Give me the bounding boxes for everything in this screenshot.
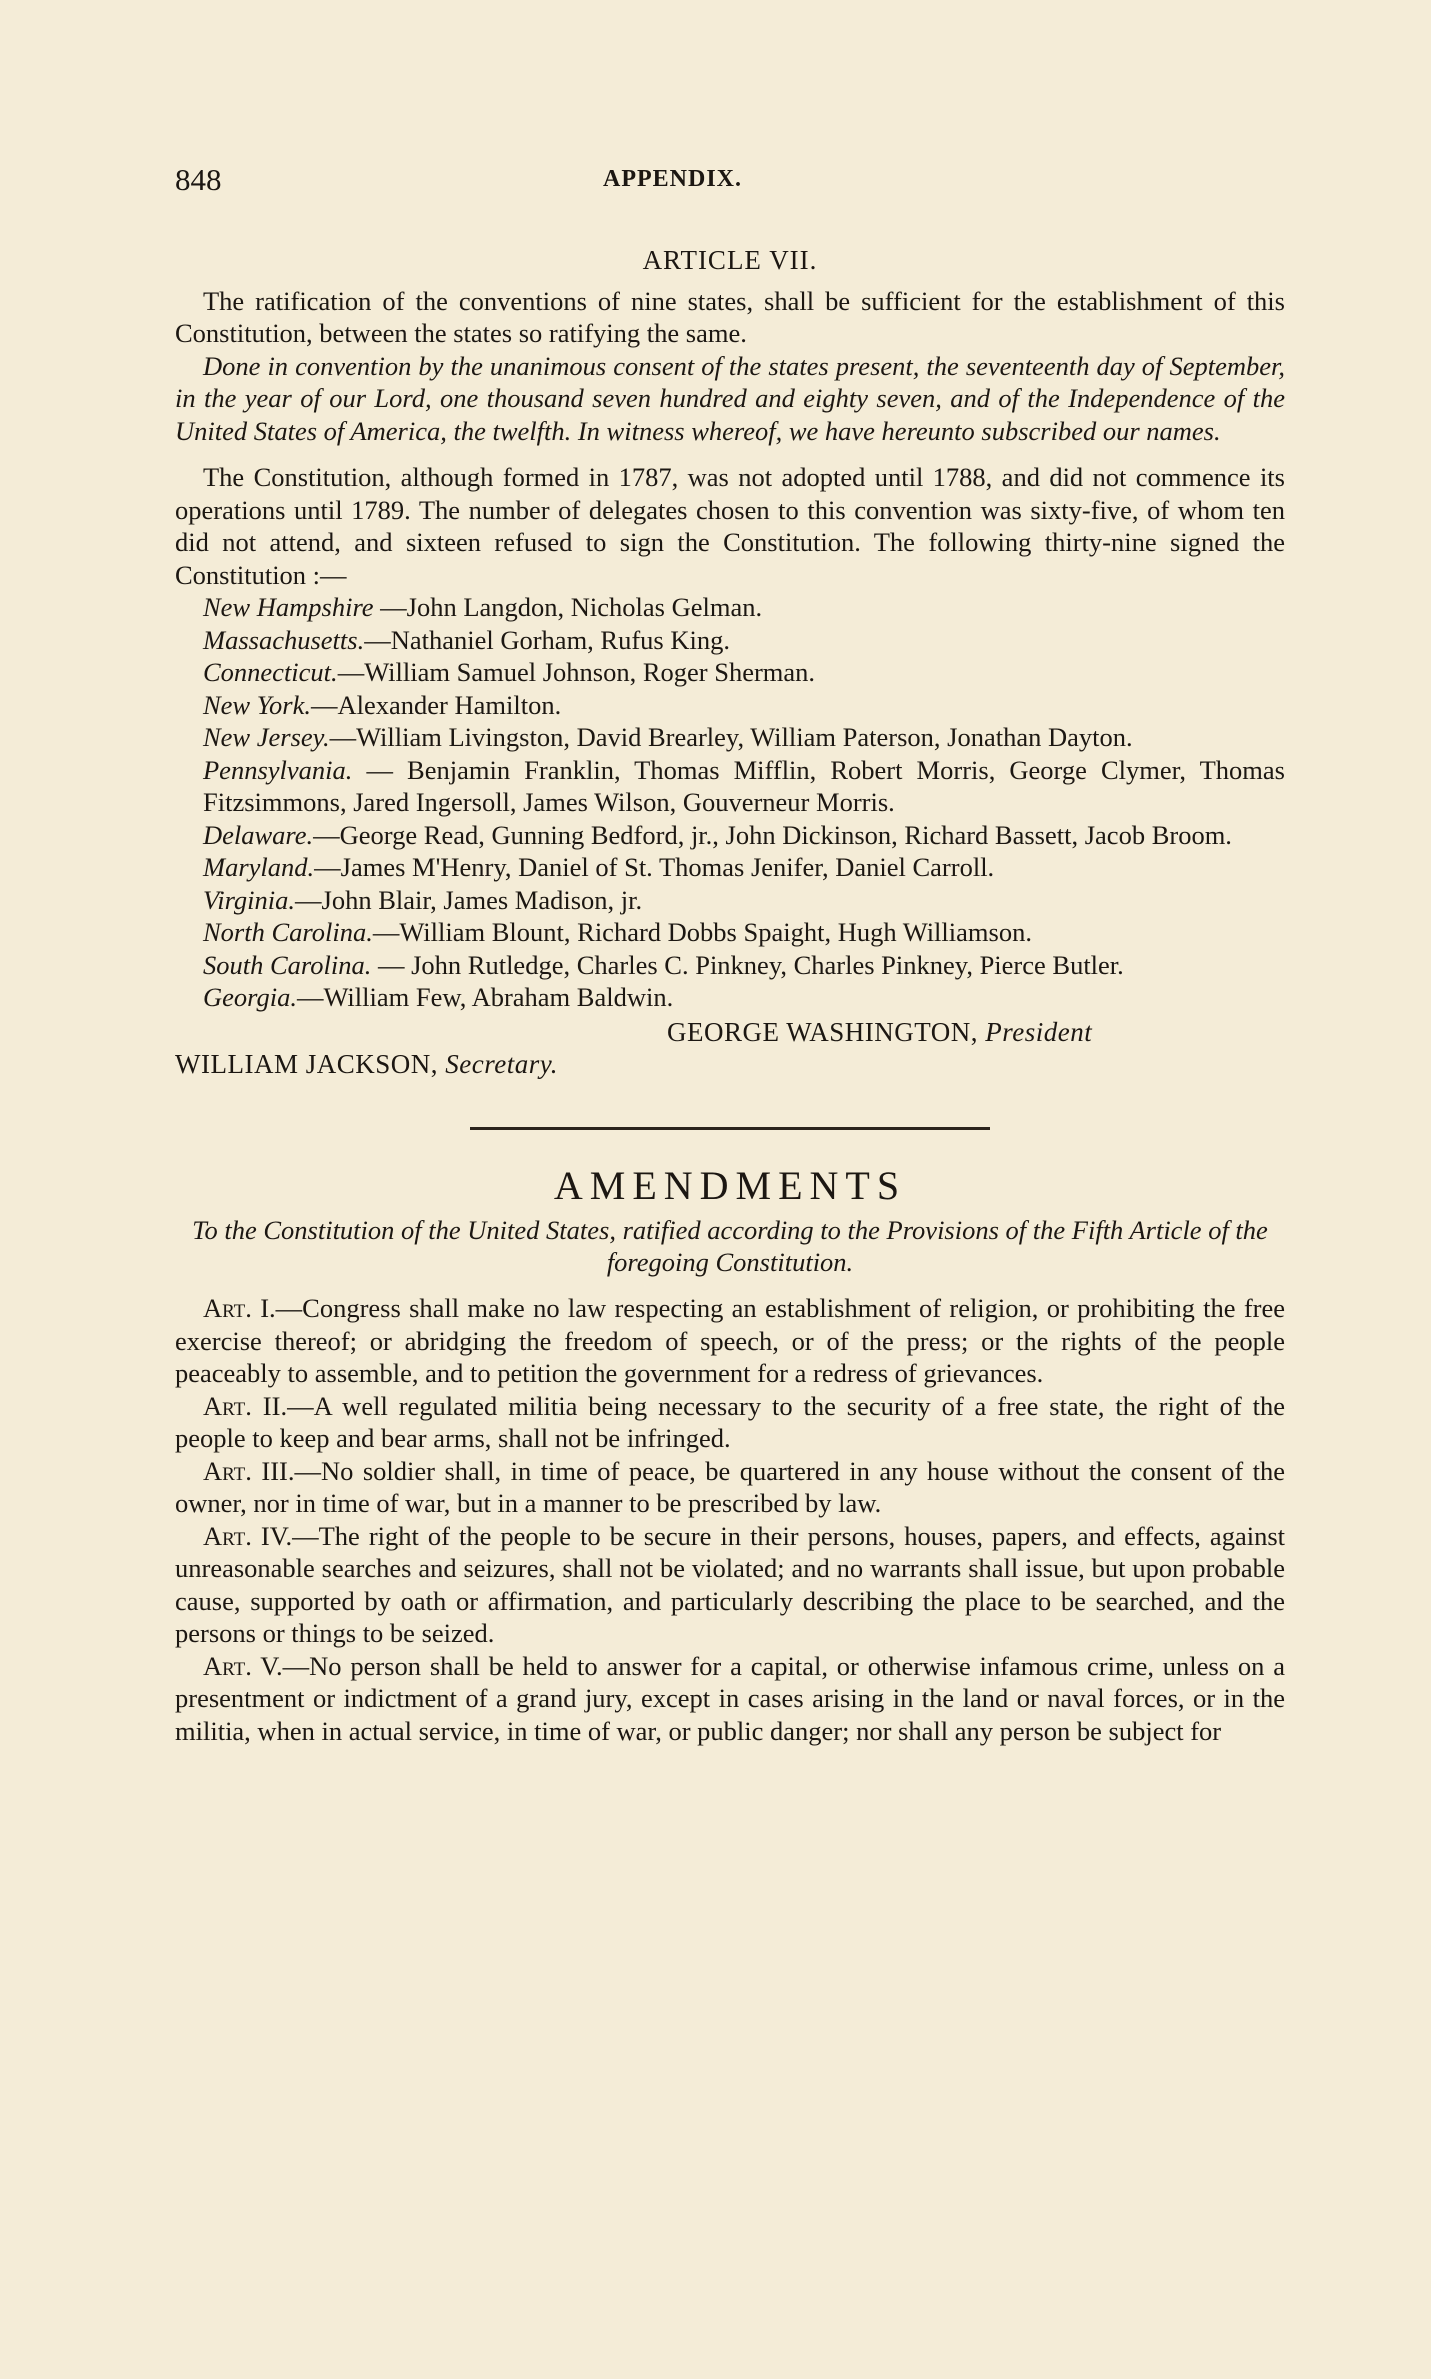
president-signature [175,1016,1285,1049]
signer-state: South Carolina. [203,949,372,980]
secretary-title: Secretary. [445,1049,558,1079]
page-number: 848 [175,162,222,197]
signer-names: —James M'Henry, Daniel of St. Thomas Jenifer, Daniel Carroll. [314,852,995,882]
signer-names: — John Rutledge, Charles C. Pinkney, Charles Pinkney, Pierce Butler. [371,949,1124,980]
secretary-signature [175,1048,1285,1081]
signer-entry [175,819,1285,852]
amendment-label: Art. II. [203,1390,288,1421]
page-header [175,162,1285,202]
signer-state: North Carolina. [203,917,373,947]
president-name: GEORGE WASHINGTON, [667,1016,986,1047]
signer-state: New Jersey. [203,722,330,752]
signer-state: Maryland. [203,852,315,882]
running-head: APPENDIX. [603,166,742,192]
signer-state: New York. [203,689,311,720]
amendments-list [175,1292,1285,1747]
amendment-article [175,1292,1285,1390]
amendment-article [175,1390,1285,1455]
amendment-article [175,1520,1285,1650]
signer-entry [175,916,1285,949]
page-body [175,244,1285,1747]
signer-state: Georgia. [203,982,297,1012]
amendment-text: —The right of the people to be secure in their persons, houses, papers, and effects, against unreasonable searches and seizures, shall not be violated; and no warrants shall issue, but upon probable cause, supported by oath or affirmation, and particularly describing the place to be searched, and the persons or things to be seized. [175,1520,1285,1648]
signer-state: Connecticut. [203,657,338,687]
signer-names: —John Blair, James Madison, jr. [295,884,643,915]
signer-names: —George Read, Gunning Bedford, jr., John Dickinson, Richard Bassett, Jacob Broom. [313,819,1232,850]
signer-entry [175,591,1285,624]
signer-names: —Nathaniel Gorham, Rufus King. [364,624,730,655]
signer-state: Pennsylvania. [203,754,353,785]
constitution-note: The Constitution, although formed in 1787, was not adopted until 1788, and did not commence its operations until 1789. The number of delegates chosen to this convention was sixty-five, of whom ten did not attend, and sixteen refused to sign the Constitution. The following thirty-nine signed the Constitution :— [175,462,1285,590]
signers-list [175,591,1285,1014]
signer-entry [175,949,1285,982]
signer-names: —William Blount, Richard Dobbs Spaight, Hugh Williamson. [372,917,1032,947]
signer-entry [175,981,1285,1014]
signer-entry [175,884,1285,917]
amendment-label: Art. III. [203,1455,295,1486]
secretary-name: WILLIAM JACKSON, [175,1049,446,1079]
signer-names: —William Few, Abraham Baldwin. [296,982,674,1012]
amendment-text: —Congress shall make no law respecting an establishment of religion, or prohibiting the free exercise thereof; or abridging the freedom of speech, or of the press; or the rights of the people peaceably to assemble, and to petition the government for a redress of grievances. [175,1293,1285,1388]
signer-names: —John Langdon, Nicholas Gelman. [373,592,763,622]
signer-entry [175,721,1285,754]
signer-names: —William Samuel Johnson, Roger Sherman. [337,657,816,687]
amendment-label: Art. IV. [203,1520,293,1551]
signer-state: Virginia. [203,884,296,915]
signer-entry [175,754,1285,819]
amendment-article [175,1455,1285,1520]
signer-names: —Alexander Hamilton. [311,689,562,720]
amendment-text: —No soldier shall, in time of peace, be quartered in any house without the consent of the owner, nor in time of war, but in a manner to be prescribed by law. [175,1455,1286,1518]
signer-entry [175,656,1285,689]
signer-state: New Hampshire [203,592,374,622]
amendment-label: Art. I. [203,1293,276,1323]
signer-state: Delaware. [203,819,314,850]
signer-entry [175,851,1285,884]
signer-names: — Benjamin Franklin, Thomas Mifflin, Robert Morris, George Clymer, Thomas Fitzsimmons, Jared Ingersoll, James Wilson, Gouverneur Morris. [203,754,1285,817]
amendment-article [175,1650,1285,1748]
president-title: President [985,1016,1093,1047]
signer-entry [175,624,1285,657]
signer-names: —William Livingston, David Brearley, William Paterson, Jonathan Dayton. [329,722,1133,752]
signer-state: Massachusetts. [203,624,365,655]
amendments-subtitle: To the Constitution of the United States, ratified according to the Provisions of the Fifth Article of the foregoing Constitution. [192,1215,1268,1277]
amendment-label: Art. V. [203,1650,283,1681]
amendment-text: —No person shall be held to answer for a capital, or otherwise infamous crime, unless on a presentment or indictment of a grand jury, except in cases arising in the land or naval forces, or in the militia, when in actual service, in time of war, or public danger; nor shall any person be subject for [175,1650,1285,1746]
article-vii-heading: ARTICLE VII. [642,245,818,275]
article-vii-text: The ratification of the conventions of nine states, shall be sufficient for the establishment of this Constitution, between the states so ratifying the same. [175,285,1285,348]
amendments-title: AMENDMENTS [553,1162,907,1208]
amendment-text: —A well regulated militia being necessary to the security of a free state, the right of the people to keep and bear arms, shall not be infringed. [175,1390,1285,1453]
section-divider [470,1127,990,1130]
signer-entry [175,689,1285,722]
article-vii-done-text: Done in convention by the unanimous consent of the states present, the seventeenth day of September, in the year of our Lord, one thousand seven hundred and eighty seven, and of the Independence of the United States of America, the twelfth. In witness whereof, we have hereunto subscribed our names. [175,350,1285,446]
